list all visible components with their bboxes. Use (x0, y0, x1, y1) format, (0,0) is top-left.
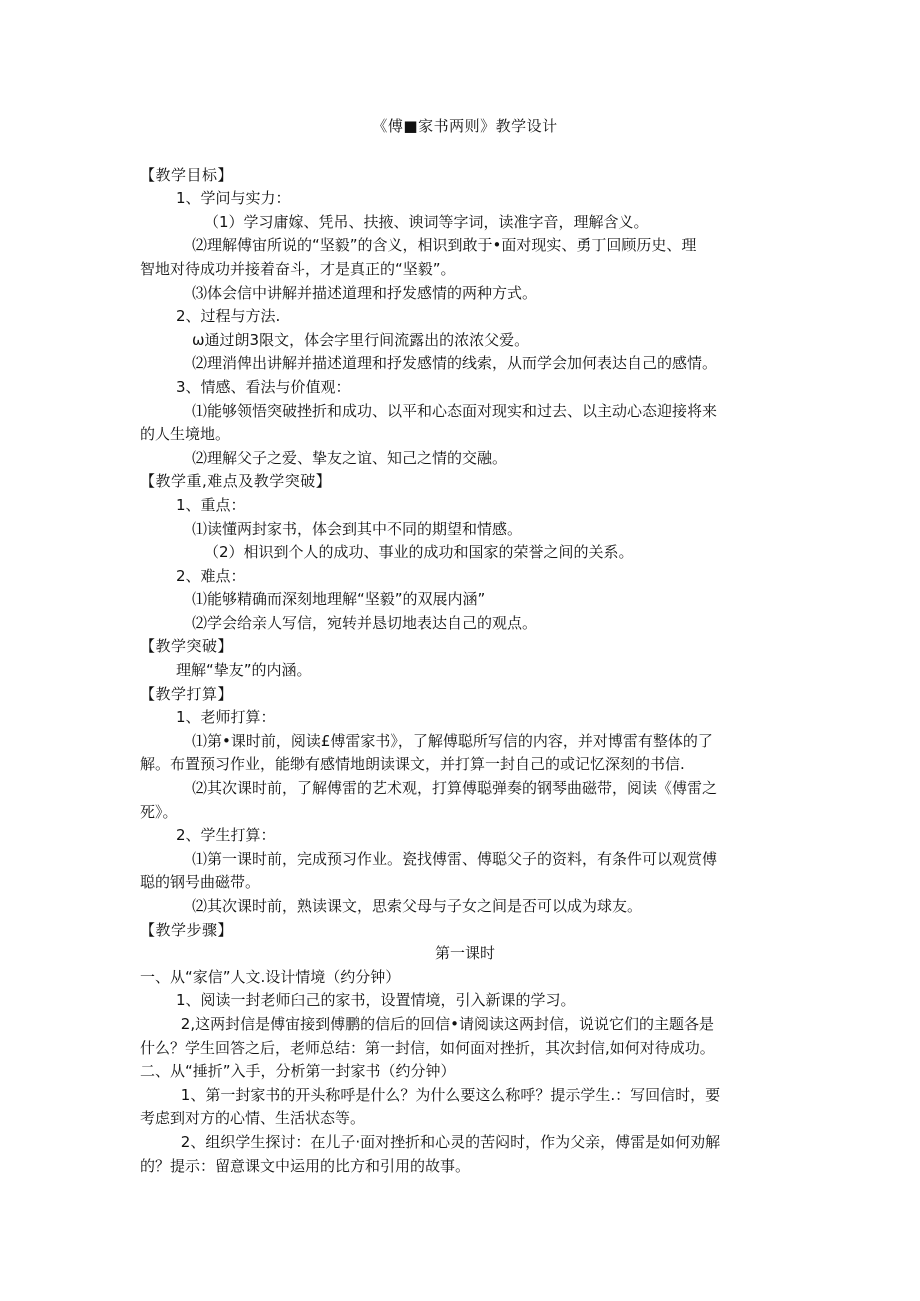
text-line: ⑵理解傅宙所说的“坚毅”的含义，相识到敢于•面对现实、勇丁回顾历史、理 (192, 236, 697, 255)
document-page (140, 115, 790, 1178)
text-line: ⑵学会给亲人写信，宛转并恳切地表达自己的观点。 (192, 613, 538, 632)
text-line: 聪的钢号曲磁带。 (140, 873, 261, 892)
text-line: ⑶体会信中讲解并描述道理和抒发感情的两种方式。 (192, 283, 538, 302)
text-line: ⑵理解父子之爱、挚友之谊、知己之情的交融。 (192, 448, 508, 467)
text-line: ⑴第一课时前，完成预习作业。瓷找傅雷、傅聪父子的资料，有条件可以观赏傅 (192, 849, 718, 868)
text-line: 2、难点： (176, 566, 246, 585)
text-line: 【教学步骤】 (140, 920, 234, 939)
text-line: （2）相识到个人的成功、事业的成功和国家的荣誉之间的关系。 (204, 543, 634, 562)
text-line: 1、学问与实力： (176, 189, 291, 208)
text-line: 1、第一封家书的开头称呼是什么？为什么要这么称呼？提示学生.：写回信时，要 (176, 1085, 721, 1104)
text-line: 死》。 (140, 802, 178, 821)
text-line: 一、从“家信”人文.设计情境（约分钟） (140, 967, 401, 986)
text-line: 【教学目标】 (140, 165, 234, 184)
text-line: ⑴能够精确而深刻地理解“坚毅”的双展内涵” (192, 590, 486, 609)
text-line: 2,这两封信是傅宙接到傅鹏的信后的回信•请阅读这两封信，说说它们的主题各是 (176, 1014, 714, 1033)
text-line: 1、阅读一封老师臼己的家书，设置情境，引入新课的学习。 (176, 991, 576, 1010)
text-line: 考虑到对方的心情、生活状态等。 (140, 1109, 366, 1128)
text-line: ⑴能够领悟突破挫折和成功、以平和心态面对现实和过去、以主动心态迎接将来 (192, 401, 718, 420)
text-line: 【教学重,难点及教学突破】 (140, 472, 332, 491)
text-line: 2、学生打算： (176, 826, 276, 845)
text-line: ω通过朗3限文，体会字里行间流露出的浓浓父爱。 (192, 330, 530, 349)
text-line: 【教学打算】 (140, 684, 234, 703)
text-line: 2、过程与方法. (176, 307, 281, 326)
text-line: 的人生境地。 (140, 425, 231, 444)
text-line: 1、老师打算： (176, 708, 276, 727)
document-body (140, 164, 790, 1179)
text-line: 2、组织学生探讨：在儿子·面对挫折和心灵的苦闷时，作为父亲，傅雷是如何劝解 (176, 1132, 721, 1151)
text-line: 的？提示：留意课文中运用的比方和引用的故事。 (140, 1156, 471, 1175)
text-line: 什么？学生回答之后，老师总结：第一封信，如何面对挫折，其次封信,如何对待成功。 (140, 1038, 715, 1057)
text-line: 智地对待成功并接着奋斗，才是真正的“坚毅”。 (140, 259, 456, 278)
text-line: 【教学突破】 (140, 637, 234, 656)
text-line: ⑵理消俾出讲解并描述道理和抒发感情的线索，从而学会加何表达自己的感情。 (192, 354, 718, 373)
text-line: 理解“挚友”的内涵。 (176, 661, 312, 680)
text-line: 第一课时 (434, 944, 495, 963)
text-line: ⑴第•课时前，阅读£傅雷家书》，了解傅聪所写信的内容，并对博雷有整体的了 (192, 731, 713, 750)
text-line: 1、重点： (176, 495, 246, 514)
text-line: 3、情感、看法与价值观： (176, 377, 351, 396)
text-line: 解。布置预习作业，能缈有感情地朗读课文，并打算一封自己的或记忆深刻的书信. (140, 755, 685, 774)
text-line: 二、从“捶折”入手，分析第一封家书（约分钟） (140, 1062, 456, 1081)
text-line: ⑴读懂两封家书，体会到其中不同的期望和情感。 (192, 519, 523, 538)
text-line: ⑵其次课时前，了解傅雷的艺术观，打算傅聪弹奏的钢琴曲磁带，阅读《傅雷之 (192, 779, 718, 798)
document-title: 《傅■家书两则》教学设计 (372, 117, 558, 135)
text-line: ⑵其次课时前，熟读课文，思索父母与子女之间是否可以成为球友。 (192, 897, 643, 915)
text-line: （1）学习庸嫁、凭吊、扶掖、谀词等字词，读准字音，理解含义。 (204, 212, 649, 231)
